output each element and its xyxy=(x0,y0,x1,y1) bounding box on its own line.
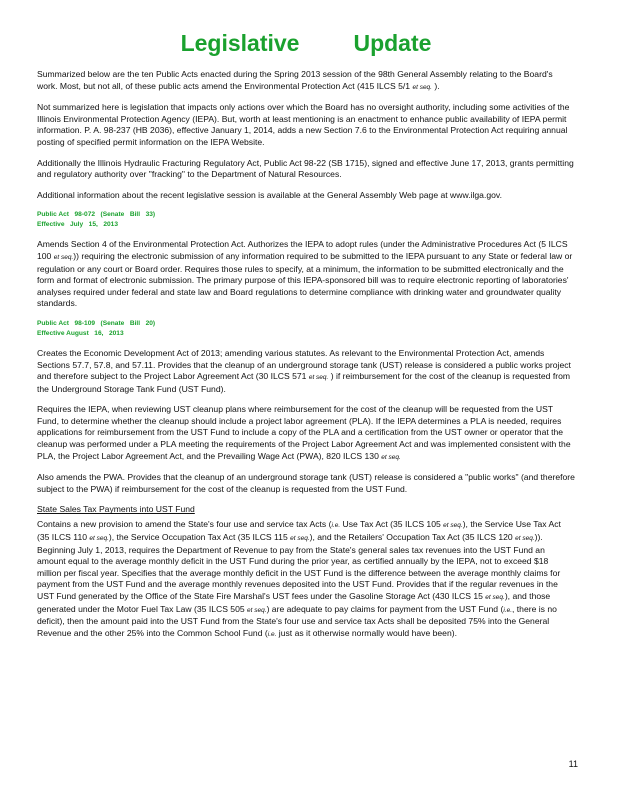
public-act-98-109-heading xyxy=(37,319,575,339)
review-text: Requires the IEPA, when reviewing UST cleanup plans where reimbursement for the cost of the cleanup will be requested from the UST Fund, to determine whether the cleanup should include a project labor agreement (PLA). If the IEPA determines a PLA is needed, requires applications for reimbursement from the UST Fund to include a copy of the PLA and a certification from the UST owner or operator that the cleanup was performed under a PLA meeting the requirements of the Project Labor Agreement Act and was implemented consistent with the PLA, the Project Labor Agreement Act, and the Prevailing Wage Act (PWA), 820 ILCS 130 xyxy=(37,404,571,461)
pwa-paragraph: Also amends the PWA. Provides that the cleanup of an underground storage tank (UST) release is considered a "public works" (and therefore subject to the PWA) if reimbursement for the cost of the cleanup is requested from the UST Fund. xyxy=(37,472,575,494)
title-word-legislative: Legislative xyxy=(180,30,300,56)
text-seg: )). Beginning July 1, 2013, requires the Department of Revenue to pay from the State's general sales tax revenues into the UST Fund an amount equal to the average monthly deficit in the UST Fund during the prior year, as certified annually by the IEPA, not to exceed $18 million per fiscal year. Specifies that the average monthly deficit in the UST Fund is the difference between the average monthly claims for payment from the UST Fund and the average monthly revenues deposited into the UST Fund. Provides that if the regular revenues in the UST Fund generated by the Office of the State Fire Marshal's UST fees under the Gasoline Storage Act (430 ILCS 15 xyxy=(37,532,561,601)
et-seq: et seq. xyxy=(381,453,401,461)
et-seq: et seq. xyxy=(290,535,310,543)
text-seg: Use Tax Act (35 ILCS 105 xyxy=(340,519,441,530)
et-seq: et seq. xyxy=(308,374,329,382)
iepa-review-paragraph xyxy=(37,404,575,463)
text-seg: ), and those generated under the Motor Fuel Tax Law (35 ILCS 505 xyxy=(37,591,551,614)
section-heading-sales-tax: State Sales Tax Payments into UST Fund xyxy=(37,504,195,515)
act-number-line: Public Act 98-109 (Senate Bill 20) xyxy=(37,319,156,327)
summary-text: Amends Section 4 of the Environmental Protection Act. Authorizes the IEPA to adopt rules (under the Administrative Procedures Act (5 ILCS 100 xyxy=(37,239,568,261)
act-number-line: Public Act 98-072 (Senate Bill 33) xyxy=(37,211,156,219)
page-title xyxy=(37,30,575,57)
public-act-98-072-heading xyxy=(37,210,575,230)
et-seq: et seq. xyxy=(53,253,74,261)
act-effective-line: Effective July 15, 2013 xyxy=(37,221,119,229)
summary-text: Creates the Economic Development Act of 2013; amending various statutes. As relevant to the Environmental Protection Act, amends Sections 57.7, 57.8, and 57.11. Provides that the cleanup of an underground storage tank (UST) release is considered a public works project and therefore subject to the Project Labor Agreement Act (30 ILCS 571 xyxy=(37,347,571,382)
et-seq: et seq. xyxy=(89,535,109,543)
ie: i.e. xyxy=(503,606,512,614)
summary-text-end: ) if reimbursement for the cost of the cleanup is requested from the Underground Storage Tank Fund (UST Fund). xyxy=(37,371,571,394)
text-seg: ) are adequate to pay claims for payment from the UST Fund ( xyxy=(266,603,504,614)
additional-info-paragraph: Additional information about the recent legislative session is available at the General Assembly Web page at www.ilga.gov. xyxy=(37,189,502,200)
intro-paragraph xyxy=(37,69,575,93)
text-seg: Contains a new provision to amend the State's four use and service tax Acts ( xyxy=(37,519,332,530)
act-98-109-summary xyxy=(37,348,575,395)
intro-text-end: ). xyxy=(434,80,440,91)
text-seg: ), the Service Use Tax Act (35 ILCS 110 xyxy=(37,519,561,543)
intro-text: Summarized below are the ten Public Acts enacted during the Spring 2013 session of the 98th General Assembly relating to the Board's work. Most, but not all, of these public acts amend the Environmental Protection Act (415 ILCS 5/1 xyxy=(37,69,553,91)
et-seq: et seq. xyxy=(412,83,432,91)
summary-text-end: )) requiring the electronic submission of any information required to be submitted to the IEPA pursuant to any State or federal law or regulation or any court or Board order. Requires those rules to specify, at a minimum, the information to be submitted electronically and the form and format of electronic submission. The primary purpose of this IEPA-sponsored bill was to require electronic reporting of laboratories' analyses required under federal and state law and Board regulations to determine compliance with drinking water and groundwater quality standards. xyxy=(37,250,573,309)
act-98-072-summary xyxy=(37,239,575,310)
et-seq: et seq. xyxy=(515,535,535,543)
text-seg: ), the Service Occupation Tax Act (35 ILCS 115 xyxy=(108,532,288,543)
sales-tax-paragraph xyxy=(37,519,575,640)
et-seq: et seq. xyxy=(247,606,267,614)
ie: i.e. xyxy=(331,522,341,530)
page-number: 11 xyxy=(568,759,578,769)
newsletter-page xyxy=(37,30,575,649)
text-seg: just as it otherwise normally would have been). xyxy=(276,627,457,638)
fracking-paragraph: Additionally the Illinois Hydraulic Fracturing Regulatory Act, Public Act 98-22 (SB 1715), signed and effective June 17, 2013, grants permitting and regulatory authority over "fracking" to the Department of Natural Resources. xyxy=(37,157,574,180)
act-effective-line: Effective August 16, 2013 xyxy=(37,329,124,337)
et-seq: et seq. xyxy=(443,522,463,530)
ie: i.e. xyxy=(267,630,277,638)
text-seg: ), and the Retailers' Occupation Tax Act (35 ILCS 120 xyxy=(309,532,513,543)
et-seq: et seq. xyxy=(485,594,505,601)
text-seg: , there is no deficit), then the amount paid into the UST Fund from the State's four use and service tax Acts shall be deposited 75% into the General Revenue and the other 25% into the Common School Fund ( xyxy=(37,603,557,638)
title-word-update: Update xyxy=(353,30,432,56)
not-summarized-paragraph: Not summarized here is legislation that impacts only actions over which the Board has no oversight authority, including some activities of the Illinois Environmental Protection Agency (IEPA). But, worth at least mentioning is an enactment to enhance public availability of IEPA permit information. P. A. 98-237 (HB 2036), effective January 1, 2014, adds a new Section 7.6 to the Environmental Protection Act requiring annual posting of specified permit information on the IEPA Website. xyxy=(37,102,570,147)
